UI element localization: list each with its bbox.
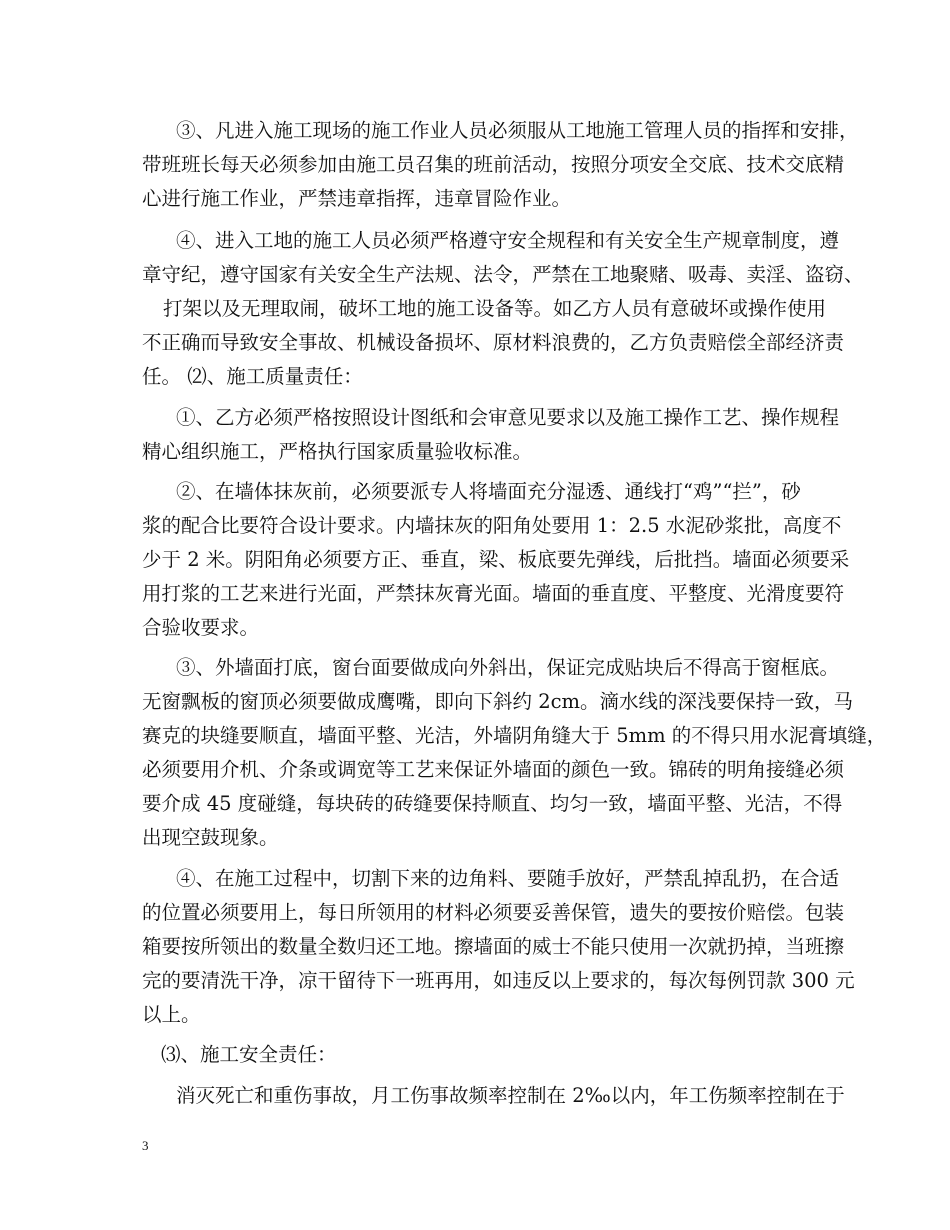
text-line: 以上。 [142, 1003, 201, 1026]
text-line: 出现空鼓现象。 [142, 826, 279, 849]
text-line: 带班班长每天必须参加由施工员召集的班前活动，按照分项安全交底、技术交底精 [142, 153, 845, 176]
text-line: ⑶、施工安全责任： [161, 1043, 337, 1066]
text-line: ②、在墙体抹灰前，必须要派专人将墙面充分湿透、通线打“鸡”“拦”，砂 [176, 480, 801, 503]
text-line: ④、在施工过程中，切割下来的边角料、要随手放好，严禁乱掉乱扔，在合适 [176, 867, 840, 890]
text-line: 章守纪，遵守国家有关安全生产法规、法令，严禁在工地聚赌、吸毒、卖淫、盗窃、 [142, 263, 864, 286]
text-line: 任。 ⑵、施工质量责任： [142, 365, 363, 388]
text-line: ①、乙方必须严格按照设计图纸和会审意见要求以及施工操作工艺、操作规程 [176, 406, 840, 429]
page-number: 3 [142, 1138, 149, 1153]
text-line: 打架以及无理取闹，破坏工地的施工设备等。如乙方人员有意破坏或操作使用 [163, 297, 827, 320]
text-line: 用打浆的工艺来进行光面，严禁抹灰膏光面。墙面的垂直度、平整度、光滑度要符 [142, 582, 845, 605]
text-line: 箱要按所领出的数量全数归还工地。擦墙面的威士不能只使用一次就扔掉，当班擦 [142, 935, 845, 958]
text-line: ③、凡进入施工现场的施工作业人员必须服从工地施工管理人员的指挥和安排， [176, 119, 859, 142]
text-line: 消灭死亡和重伤事故，月工伤事故频率控制在 2‰以内，年工伤频率控制在于 [176, 1084, 845, 1107]
text-line: 无窗飘板的窗顶必须要做成鹰嘴，即向下斜约 2cm。滴水线的深浅要保持一致，马 [142, 690, 854, 713]
text-line: 精心组织施工，严格执行国家质量验收标准。 [142, 440, 533, 463]
text-line: 浆的配合比要符合设计要求。内墙抹灰的阳角处要用 1：2.5 水泥砂浆批，高度不 [142, 514, 842, 537]
text-line: 心进行施工作业，严禁违章指挥，违章冒险作业。 [142, 187, 572, 210]
text-line: 赛克的块缝要顺直，墙面平整、光洁，外墙阴角缝大于 5mm 的不得只用水泥膏填缝， [142, 724, 887, 747]
text-line: 少于 2 米。阴阳角必须要方正、垂直，梁、板底要先弹线，后批挡。墙面必须要采 [142, 548, 850, 571]
text-line: 不正确而导致安全事故、机械设备损坏、原材料浪费的，乙方负责赔偿全部经济责 [142, 331, 845, 354]
text-line: 合验收要求。 [142, 616, 260, 639]
text-line: ④、进入工地的施工人员必须严格遵守安全规程和有关安全生产规章制度，遵 [176, 229, 840, 252]
text-line: 必须要用介机、介条或调宽等工艺来保证外墙面的颜色一致。锦砖的明角接缝必须 [142, 758, 845, 781]
text-line: 的位置必须要用上，每日所领用的材料必须要妥善保管，遗失的要按价赔偿。包装 [142, 901, 845, 924]
text-line: ③、外墙面打底，窗台面要做成向外斜出，保证完成贴块后不得高于窗框底。 [176, 656, 840, 679]
text-line: 完的要清洗干净，凉干留待下一班再用，如违反以上要求的，每次每例罚款 300 元 [142, 969, 855, 992]
text-line: 要介成 45 度碰缝，每块砖的砖缝要保持顺直、均匀一致，墙面平整、光洁，不得 [142, 792, 843, 815]
